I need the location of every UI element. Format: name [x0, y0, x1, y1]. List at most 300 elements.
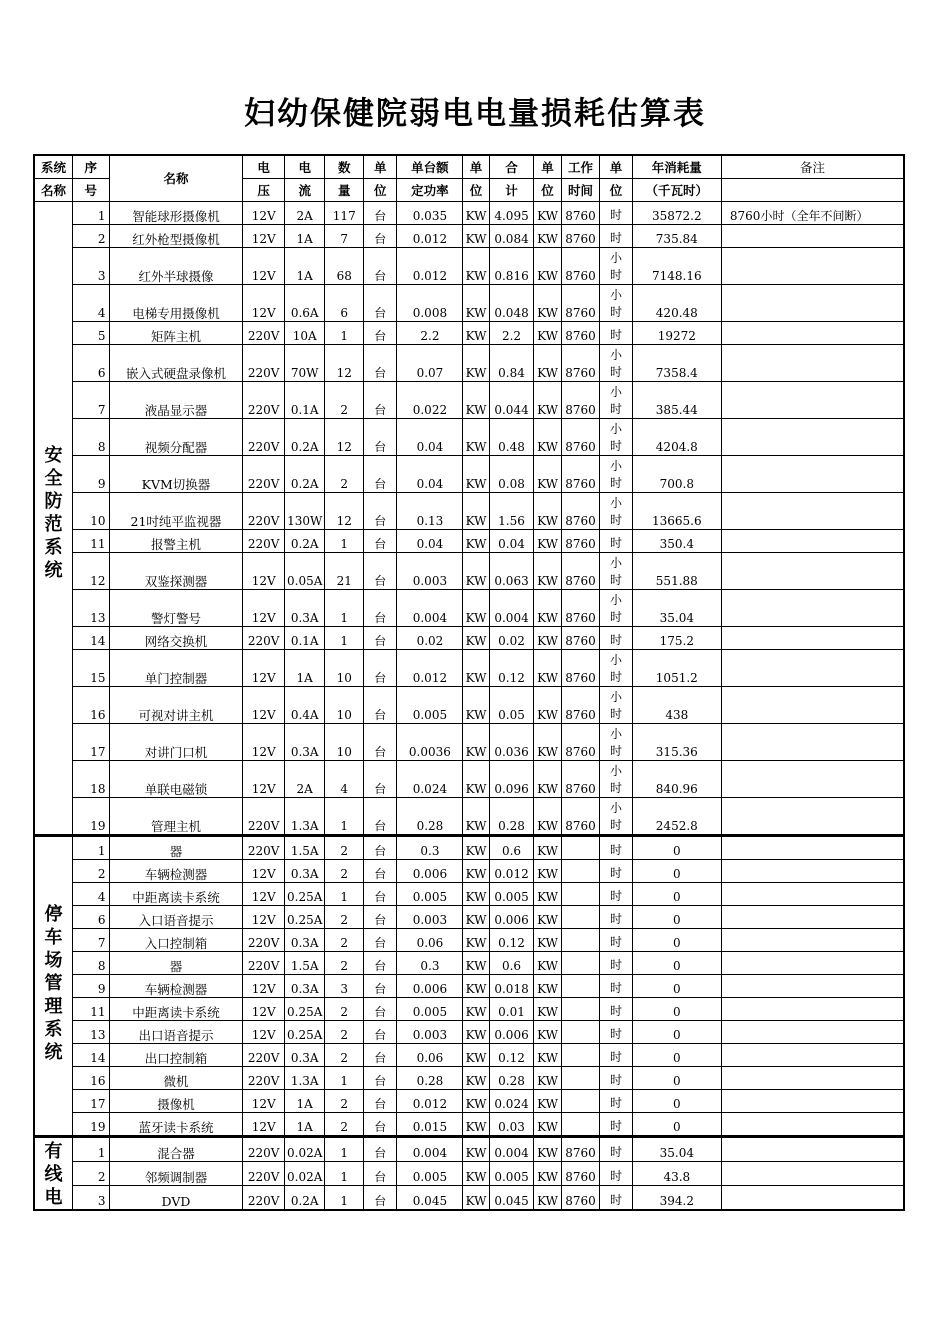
unit-cell: KW — [534, 553, 561, 590]
annual-cell: 0 — [632, 860, 721, 883]
rated-power-cell: 0.024 — [397, 761, 463, 798]
name-cell: 报警主机 — [109, 530, 243, 553]
unit-cell: KW — [463, 530, 489, 553]
unit-cell: KW — [463, 724, 489, 761]
unit-cell: KW — [534, 248, 561, 285]
name-cell: 蓝牙读卡系统 — [109, 1113, 243, 1137]
unit-cell: KW — [463, 761, 489, 798]
unit-cell: 台 — [364, 1113, 397, 1137]
current-cell: 1A — [284, 650, 325, 687]
annual-cell: 0 — [632, 1113, 721, 1137]
unit-cell: 台 — [364, 1021, 397, 1044]
unit-cell: 台 — [364, 724, 397, 761]
unit-cell: KW — [463, 202, 489, 225]
total-cell: 0.12 — [489, 929, 534, 952]
header-name: 名称 — [109, 155, 243, 202]
hour-unit-cell: 时 — [600, 627, 632, 650]
unit-cell: 台 — [364, 1067, 397, 1090]
unit-cell: KW — [463, 590, 489, 627]
annual-cell: 1051.2 — [632, 650, 721, 687]
unit-cell: KW — [463, 1113, 489, 1137]
current-cell: 1A — [284, 248, 325, 285]
unit-cell: 台 — [364, 998, 397, 1021]
header-qty: 数 — [325, 155, 364, 179]
voltage-cell: 220V — [243, 1137, 285, 1162]
seq-cell: 13 — [73, 1021, 110, 1044]
unit-cell: KW — [534, 1090, 561, 1113]
worktime-cell: 8760 — [561, 456, 600, 493]
unit-cell: KW — [463, 345, 489, 382]
worktime-cell: 8760 — [561, 202, 600, 225]
voltage-cell: 220V — [243, 836, 285, 860]
annual-cell: 420.48 — [632, 285, 721, 322]
table-row — [34, 419, 904, 456]
qty-cell: 2 — [325, 1113, 364, 1137]
annual-cell: 43.8 — [632, 1162, 721, 1186]
seq-cell: 15 — [73, 650, 110, 687]
annual-cell: 0 — [632, 1021, 721, 1044]
unit-cell: 台 — [364, 627, 397, 650]
unit-cell: KW — [534, 975, 561, 998]
unit-cell: 台 — [364, 456, 397, 493]
voltage-cell: 220V — [243, 530, 285, 553]
current-cell: 0.6A — [284, 285, 325, 322]
note-cell — [721, 906, 904, 929]
unit-cell: KW — [463, 1021, 489, 1044]
qty-cell: 2 — [325, 998, 364, 1021]
header-unit4: 单 — [600, 155, 632, 179]
unit-cell: KW — [463, 322, 489, 345]
current-cell: 0.4A — [284, 687, 325, 724]
qty-cell: 2 — [325, 952, 364, 975]
header-unit2: 单 — [463, 155, 489, 179]
note-cell — [721, 650, 904, 687]
total-cell: 0.28 — [489, 1067, 534, 1090]
worktime-cell — [561, 1067, 600, 1090]
header-current-2: 流 — [284, 179, 325, 202]
note-cell — [721, 883, 904, 906]
unit-cell: KW — [463, 493, 489, 530]
rated-power-cell: 0.003 — [397, 1021, 463, 1044]
worktime-cell — [561, 883, 600, 906]
seq-cell: 1 — [73, 1137, 110, 1162]
hour-unit-cell: 时 — [600, 1067, 632, 1090]
name-cell: 红外半球摄像 — [109, 248, 243, 285]
worktime-cell — [561, 929, 600, 952]
system-name-char: 范 — [44, 514, 63, 535]
total-cell: 1.56 — [489, 493, 534, 530]
unit-cell: 台 — [364, 285, 397, 322]
annual-cell: 35.04 — [632, 590, 721, 627]
annual-cell: 438 — [632, 687, 721, 724]
annual-cell: 4204.8 — [632, 419, 721, 456]
unit-cell: KW — [463, 419, 489, 456]
unit-cell: KW — [463, 998, 489, 1021]
unit-cell: KW — [463, 883, 489, 906]
unit-cell: KW — [463, 1090, 489, 1113]
annual-cell: 700.8 — [632, 456, 721, 493]
voltage-cell: 12V — [243, 860, 285, 883]
current-cell: 0.2A — [284, 530, 325, 553]
voltage-cell: 220V — [243, 493, 285, 530]
unit-cell: 台 — [364, 345, 397, 382]
worktime-cell: 8760 — [561, 590, 600, 627]
note-cell — [721, 553, 904, 590]
total-cell: 0.01 — [489, 998, 534, 1021]
voltage-cell: 12V — [243, 225, 285, 248]
worktime-cell: 8760 — [561, 1137, 600, 1162]
hour-unit-cell: 小时 — [600, 798, 632, 836]
unit-cell: KW — [463, 1185, 489, 1210]
note-cell — [721, 1067, 904, 1090]
table-row — [34, 860, 904, 883]
qty-cell: 10 — [325, 650, 364, 687]
unit-cell: 台 — [364, 419, 397, 456]
system-name-char: 系 — [44, 1019, 63, 1040]
table-row — [34, 650, 904, 687]
rated-power-cell: 0.005 — [397, 1162, 463, 1186]
header-rated-2: 定功率 — [397, 179, 463, 202]
current-cell: 70W — [284, 345, 325, 382]
hour-unit-cell: 时 — [600, 322, 632, 345]
qty-cell: 1 — [325, 1185, 364, 1210]
worktime-cell: 8760 — [561, 724, 600, 761]
voltage-cell: 220V — [243, 627, 285, 650]
header-total: 合 — [489, 155, 534, 179]
annual-cell: 175.2 — [632, 627, 721, 650]
voltage-cell: 220V — [243, 1067, 285, 1090]
total-cell: 0.02 — [489, 627, 534, 650]
seq-cell: 14 — [73, 1044, 110, 1067]
current-cell: 0.3A — [284, 929, 325, 952]
worktime-cell: 8760 — [561, 553, 600, 590]
estimate-table — [33, 154, 905, 1211]
worktime-cell: 8760 — [561, 285, 600, 322]
unit-cell: 台 — [364, 1137, 397, 1162]
qty-cell: 2 — [325, 456, 364, 493]
current-cell: 1.5A — [284, 836, 325, 860]
system-name-cell — [34, 1137, 73, 1211]
total-cell: 0.045 — [489, 1185, 534, 1210]
seq-cell: 2 — [73, 225, 110, 248]
total-cell: 0.006 — [489, 906, 534, 929]
qty-cell: 2 — [325, 1090, 364, 1113]
annual-cell: 2452.8 — [632, 798, 721, 836]
table-row — [34, 322, 904, 345]
voltage-cell: 12V — [243, 724, 285, 761]
table-row — [34, 906, 904, 929]
voltage-cell: 12V — [243, 883, 285, 906]
name-cell: 中距离读卡系统 — [109, 998, 243, 1021]
unit-cell: 台 — [364, 382, 397, 419]
current-cell: 1.5A — [284, 952, 325, 975]
hour-unit-cell: 小时 — [600, 493, 632, 530]
seq-cell: 9 — [73, 456, 110, 493]
total-cell: 0.05 — [489, 687, 534, 724]
voltage-cell: 12V — [243, 975, 285, 998]
seq-cell: 11 — [73, 530, 110, 553]
hour-unit-cell: 小时 — [600, 724, 632, 761]
header-unit1: 单 — [364, 155, 397, 179]
table-body — [34, 202, 904, 1211]
unit-cell: KW — [534, 1067, 561, 1090]
total-cell: 0.03 — [489, 1113, 534, 1137]
total-cell: 0.084 — [489, 225, 534, 248]
unit-cell: 台 — [364, 590, 397, 627]
total-cell: 4.095 — [489, 202, 534, 225]
worktime-cell — [561, 1044, 600, 1067]
table-row — [34, 590, 904, 627]
voltage-cell: 12V — [243, 1090, 285, 1113]
voltage-cell: 12V — [243, 998, 285, 1021]
name-cell: 器 — [109, 836, 243, 860]
worktime-cell: 8760 — [561, 798, 600, 836]
system-name-char: 防 — [44, 491, 63, 512]
unit-cell: KW — [534, 906, 561, 929]
current-cell: 0.1A — [284, 382, 325, 419]
unit-cell: 台 — [364, 761, 397, 798]
hour-unit-cell: 小时 — [600, 590, 632, 627]
worktime-cell — [561, 1021, 600, 1044]
worktime-cell — [561, 906, 600, 929]
unit-cell: KW — [534, 1137, 561, 1162]
unit-cell: KW — [463, 906, 489, 929]
unit-cell: KW — [534, 285, 561, 322]
voltage-cell: 220V — [243, 1044, 285, 1067]
qty-cell: 3 — [325, 975, 364, 998]
hour-unit-cell: 时 — [600, 225, 632, 248]
hour-unit-cell: 时 — [600, 1090, 632, 1113]
unit-cell: KW — [534, 322, 561, 345]
table-row — [34, 798, 904, 836]
note-cell — [721, 627, 904, 650]
rated-power-cell: 0.006 — [397, 975, 463, 998]
unit-cell: 台 — [364, 906, 397, 929]
table-row — [34, 975, 904, 998]
unit-cell: KW — [463, 1137, 489, 1162]
header-total-2: 计 — [489, 179, 534, 202]
seq-cell: 4 — [73, 883, 110, 906]
unit-cell: KW — [534, 860, 561, 883]
unit-cell: KW — [534, 687, 561, 724]
seq-cell: 19 — [73, 1113, 110, 1137]
unit-cell: KW — [534, 382, 561, 419]
name-cell: 对讲门口机 — [109, 724, 243, 761]
total-cell: 0.6 — [489, 952, 534, 975]
total-cell: 0.012 — [489, 860, 534, 883]
total-cell: 2.2 — [489, 322, 534, 345]
worktime-cell: 8760 — [561, 627, 600, 650]
unit-cell: KW — [463, 1067, 489, 1090]
seq-cell: 12 — [73, 553, 110, 590]
annual-cell: 0 — [632, 975, 721, 998]
table-row — [34, 1021, 904, 1044]
current-cell: 0.2A — [284, 1185, 325, 1210]
worktime-cell: 8760 — [561, 493, 600, 530]
hour-unit-cell: 时 — [600, 1021, 632, 1044]
worktime-cell: 8760 — [561, 248, 600, 285]
note-cell — [721, 322, 904, 345]
header-annual-2: （千瓦时） — [632, 179, 721, 202]
annual-cell: 13665.6 — [632, 493, 721, 530]
seq-cell: 18 — [73, 761, 110, 798]
unit-cell: KW — [534, 225, 561, 248]
rated-power-cell: 0.04 — [397, 456, 463, 493]
hour-unit-cell: 小时 — [600, 419, 632, 456]
name-cell: 液晶显示器 — [109, 382, 243, 419]
unit-cell: KW — [463, 860, 489, 883]
rated-power-cell: 0.005 — [397, 883, 463, 906]
current-cell: 130W — [284, 493, 325, 530]
voltage-cell: 220V — [243, 1185, 285, 1210]
annual-cell: 0 — [632, 952, 721, 975]
system-name-char: 理 — [44, 996, 63, 1017]
annual-cell: 0 — [632, 836, 721, 860]
system-name-char: 线 — [44, 1164, 63, 1185]
current-cell: 1A — [284, 225, 325, 248]
note-cell — [721, 761, 904, 798]
table-row — [34, 1067, 904, 1090]
name-cell: 混合器 — [109, 1137, 243, 1162]
rated-power-cell: 0.07 — [397, 345, 463, 382]
note-cell — [721, 345, 904, 382]
hour-unit-cell: 小时 — [600, 687, 632, 724]
unit-cell: KW — [463, 687, 489, 724]
seq-cell: 17 — [73, 1090, 110, 1113]
hour-unit-cell: 时 — [600, 530, 632, 553]
annual-cell: 394.2 — [632, 1185, 721, 1210]
name-cell: 单联电磁锁 — [109, 761, 243, 798]
worktime-cell: 8760 — [561, 419, 600, 456]
seq-cell: 8 — [73, 952, 110, 975]
current-cell: 1.3A — [284, 1067, 325, 1090]
voltage-cell: 12V — [243, 650, 285, 687]
total-cell: 0.12 — [489, 650, 534, 687]
name-cell: KVM切换器 — [109, 456, 243, 493]
rated-power-cell: 0.005 — [397, 998, 463, 1021]
rated-power-cell: 0.006 — [397, 860, 463, 883]
unit-cell: KW — [463, 1162, 489, 1186]
system-name-char: 车 — [44, 927, 63, 948]
unit-cell: KW — [534, 1113, 561, 1137]
note-cell — [721, 248, 904, 285]
voltage-cell: 12V — [243, 248, 285, 285]
seq-cell: 5 — [73, 322, 110, 345]
seq-cell: 7 — [73, 382, 110, 419]
unit-cell: 台 — [364, 836, 397, 860]
header-unit1-2: 位 — [364, 179, 397, 202]
unit-cell: KW — [534, 493, 561, 530]
rated-power-cell: 0.035 — [397, 202, 463, 225]
unit-cell: KW — [463, 553, 489, 590]
system-name-char: 系 — [44, 537, 63, 558]
note-cell — [721, 1185, 904, 1210]
name-cell: 单门控制器 — [109, 650, 243, 687]
rated-power-cell: 0.28 — [397, 798, 463, 836]
name-cell: 中距离读卡系统 — [109, 883, 243, 906]
current-cell: 0.3A — [284, 860, 325, 883]
table-row — [34, 952, 904, 975]
rated-power-cell: 0.3 — [397, 836, 463, 860]
total-cell: 0.816 — [489, 248, 534, 285]
seq-cell: 3 — [73, 1185, 110, 1210]
voltage-cell: 12V — [243, 590, 285, 627]
unit-cell: 台 — [364, 322, 397, 345]
header-note: 备注 — [721, 155, 904, 179]
header-note-2 — [721, 179, 904, 202]
hour-unit-cell: 时 — [600, 883, 632, 906]
qty-cell: 1 — [325, 530, 364, 553]
note-cell: 8760小时（全年不间断） — [721, 202, 904, 225]
header-annual: 年消耗量 — [632, 155, 721, 179]
current-cell: 10A — [284, 322, 325, 345]
worktime-cell: 8760 — [561, 225, 600, 248]
current-cell: 0.3A — [284, 975, 325, 998]
unit-cell: 台 — [364, 975, 397, 998]
worktime-cell: 8760 — [561, 687, 600, 724]
name-cell: 21吋纯平监视器 — [109, 493, 243, 530]
qty-cell: 10 — [325, 724, 364, 761]
qty-cell: 12 — [325, 345, 364, 382]
annual-cell: 0 — [632, 998, 721, 1021]
hour-unit-cell: 小时 — [600, 650, 632, 687]
voltage-cell: 12V — [243, 202, 285, 225]
note-cell — [721, 530, 904, 553]
unit-cell: 台 — [364, 860, 397, 883]
annual-cell: 19272 — [632, 322, 721, 345]
worktime-cell: 8760 — [561, 530, 600, 553]
rated-power-cell: 0.008 — [397, 285, 463, 322]
unit-cell: KW — [463, 248, 489, 285]
system-name-char: 电 — [44, 1187, 63, 1208]
header-worktime-2: 时间 — [561, 179, 600, 202]
hour-unit-cell: 小时 — [600, 248, 632, 285]
unit-cell: 台 — [364, 929, 397, 952]
qty-cell: 2 — [325, 382, 364, 419]
unit-cell: KW — [463, 798, 489, 836]
rated-power-cell: 0.022 — [397, 382, 463, 419]
unit-cell: 台 — [364, 530, 397, 553]
hour-unit-cell: 小时 — [600, 761, 632, 798]
hour-unit-cell: 小时 — [600, 553, 632, 590]
current-cell: 0.25A — [284, 1021, 325, 1044]
note-cell — [721, 1137, 904, 1162]
hour-unit-cell: 时 — [600, 202, 632, 225]
note-cell — [721, 975, 904, 998]
seq-cell: 16 — [73, 1067, 110, 1090]
table-row — [34, 225, 904, 248]
note-cell — [721, 285, 904, 322]
header-seq-2: 号 — [73, 179, 110, 202]
note-cell — [721, 1113, 904, 1137]
seq-cell: 10 — [73, 493, 110, 530]
qty-cell: 12 — [325, 419, 364, 456]
table-row — [34, 202, 904, 225]
table-row — [34, 998, 904, 1021]
current-cell: 0.2A — [284, 456, 325, 493]
seq-cell: 1 — [73, 202, 110, 225]
rated-power-cell: 0.012 — [397, 1090, 463, 1113]
seq-cell: 17 — [73, 724, 110, 761]
name-cell: 警灯警号 — [109, 590, 243, 627]
seq-cell: 19 — [73, 798, 110, 836]
rated-power-cell: 0.012 — [397, 225, 463, 248]
name-cell: 邻频调制器 — [109, 1162, 243, 1186]
annual-cell: 7358.4 — [632, 345, 721, 382]
name-cell: 可视对讲主机 — [109, 687, 243, 724]
name-cell: 双鉴探测器 — [109, 553, 243, 590]
seq-cell: 16 — [73, 687, 110, 724]
